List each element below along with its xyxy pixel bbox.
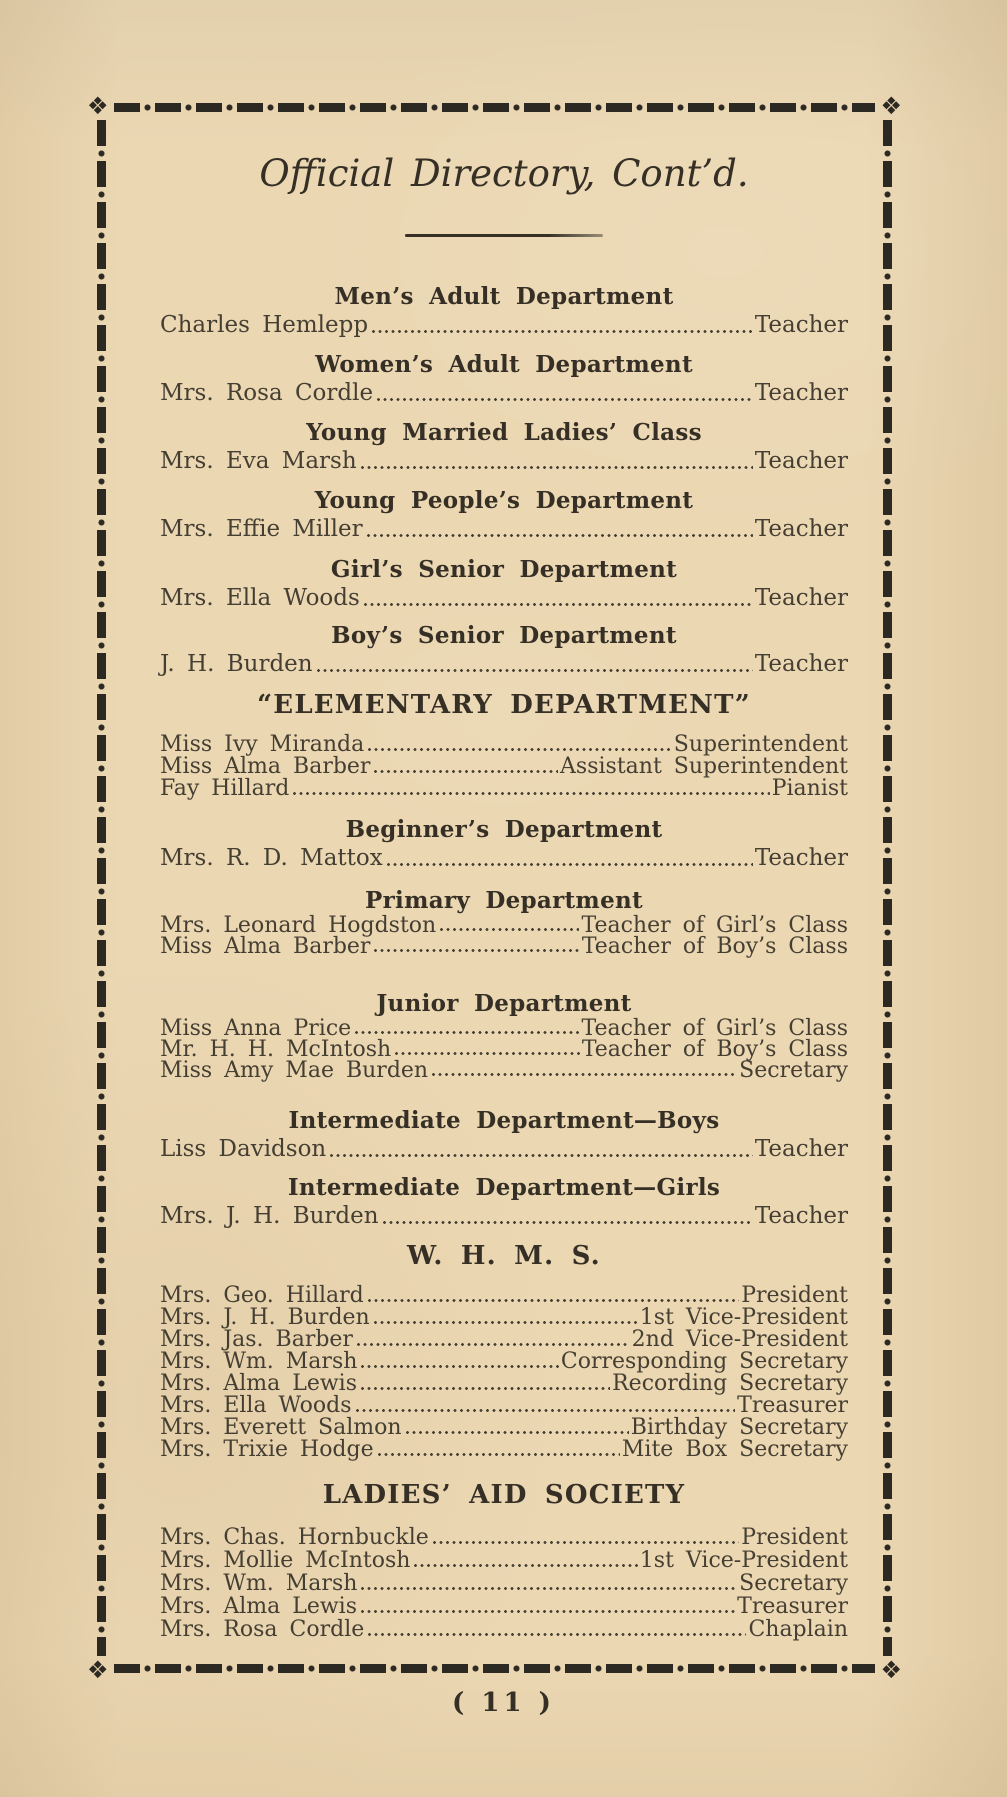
- directory-entry-row: [160, 1417, 848, 1439]
- dotted-leader: [361, 1587, 737, 1590]
- entry-name: Mrs. Rosa Cordle: [160, 380, 374, 406]
- entry-name: Mrs. Ella Woods: [160, 1393, 352, 1418]
- directory-entry-row: [160, 311, 848, 339]
- quatrefoil-corner-icon: ❖: [87, 1656, 109, 1684]
- entry-role: Secretary: [739, 1058, 848, 1083]
- dotted-leader: [355, 1031, 579, 1034]
- entry-name: Miss Anna Price: [160, 1016, 352, 1041]
- directory-entry-row: [160, 447, 848, 475]
- entry-name: Fay Hillard: [160, 776, 290, 801]
- dotted-leader: [372, 330, 753, 333]
- entry-role: Teacher of Boy’s Class: [581, 1037, 848, 1062]
- dotted-leader: [374, 949, 579, 952]
- entry-name: Mrs. J. H. Burden: [160, 1203, 379, 1229]
- directory-entry-row: [160, 1351, 848, 1373]
- entry-role: Teacher: [754, 380, 848, 406]
- department-section: [160, 816, 848, 872]
- entry-name: Mrs. Eva Marsh: [160, 448, 357, 474]
- directory-entry-row: [160, 1135, 848, 1163]
- department-section: [160, 1239, 848, 1461]
- entry-role: Birthday Secretary: [630, 1415, 848, 1440]
- border-edge-left: [96, 120, 107, 1656]
- department-sections: [160, 283, 848, 1641]
- department-heading: Junior Department: [376, 990, 632, 1017]
- department-rows: [160, 1202, 848, 1230]
- entry-name: Charles Hemlepp: [160, 312, 369, 338]
- directory-entry-row: [160, 1572, 848, 1595]
- directory-entry-row: [160, 778, 848, 800]
- dotted-leader: [433, 1541, 739, 1544]
- directory-entry-row: [160, 1618, 848, 1641]
- dotted-leader: [374, 770, 558, 773]
- department-rows: [160, 447, 848, 475]
- department-section: [160, 622, 848, 678]
- entry-role: Teacher of Girl’s Class: [581, 913, 848, 938]
- dotted-leader: [387, 863, 753, 866]
- department-rows: [160, 650, 848, 678]
- dotted-leader: [357, 1343, 630, 1346]
- dotted-leader: [368, 1299, 739, 1302]
- entry-name: Mrs. Geo. Hillard: [160, 1283, 364, 1308]
- title-divider-rule: [405, 234, 603, 237]
- border-edge-right: [882, 120, 893, 1656]
- entry-role: 1st Vice-President: [639, 1548, 848, 1573]
- department-rows: [160, 734, 848, 800]
- entry-role: Superintendent: [673, 732, 848, 757]
- entry-role: Assistant Superintendent: [560, 754, 848, 779]
- department-section: [160, 688, 848, 800]
- dotted-leader: [293, 792, 769, 795]
- entry-role: 2nd Vice-President: [631, 1327, 848, 1352]
- entry-role: Treasurer: [737, 1393, 848, 1418]
- directory-entry-row: [160, 1439, 848, 1461]
- directory-entry-row: [160, 1018, 848, 1039]
- department-rows: [160, 1018, 848, 1081]
- dotted-leader: [414, 1564, 637, 1567]
- dotted-leader: [395, 1052, 580, 1055]
- entry-name: J. H. Burden: [160, 651, 313, 677]
- entry-name: Mrs. Everett Salmon: [160, 1415, 402, 1440]
- dotted-leader: [361, 1610, 735, 1613]
- entry-role: Teacher: [754, 845, 848, 871]
- dotted-leader: [377, 398, 753, 401]
- entry-name: Mrs. Wm. Marsh: [160, 1571, 358, 1596]
- entry-role: Teacher: [754, 651, 848, 677]
- directory-entry-row: [160, 1060, 848, 1081]
- department-section: [160, 1174, 848, 1230]
- entry-name: Mrs. Ella Woods: [160, 585, 360, 611]
- entry-role: Mite Box Secretary: [621, 1437, 848, 1462]
- department-rows: [160, 379, 848, 407]
- department-heading: Primary Department: [365, 887, 643, 914]
- directory-entry-row: [160, 584, 848, 612]
- directory-entry-row: [160, 1526, 848, 1549]
- department-rows: [160, 584, 848, 612]
- directory-entry-row: [160, 936, 848, 957]
- dotted-leader: [432, 1073, 737, 1076]
- department-heading: Men’s Adult Department: [334, 283, 674, 310]
- directory-entry-row: [160, 515, 848, 543]
- department-section: [160, 1107, 848, 1163]
- department-heading: Beginner’s Department: [345, 816, 663, 843]
- dotted-leader: [368, 748, 672, 751]
- department-heading: W. H. M. S.: [407, 1241, 601, 1271]
- entry-role: Secretary: [739, 1571, 848, 1596]
- dotted-leader: [361, 1387, 610, 1390]
- department-section: [160, 419, 848, 475]
- department-heading: LADIES’ AID SOCIETY: [322, 1480, 686, 1510]
- page-title: Official Directory, Cont’d.: [259, 152, 749, 195]
- border-edge-top: [114, 102, 875, 113]
- entry-role: Treasurer: [737, 1594, 848, 1619]
- department-heading: Young Married Ladies’ Class: [306, 419, 702, 446]
- dotted-leader: [364, 603, 753, 606]
- department-section: [160, 990, 848, 1081]
- entry-name: Miss Amy Mae Burden: [160, 1058, 429, 1083]
- entry-name: Mr. H. H. McIntosh: [160, 1037, 392, 1062]
- entry-name: Mrs. J. H. Burden: [160, 1305, 370, 1330]
- dotted-leader: [317, 669, 753, 672]
- department-heading: “ELEMENTARY DEPARTMENT”: [257, 690, 751, 720]
- entry-role: 1st Vice-President: [639, 1305, 848, 1330]
- department-section: [160, 283, 848, 339]
- department-rows: [160, 915, 848, 957]
- quatrefoil-corner-icon: ❖: [880, 1656, 902, 1684]
- department-heading: Women’s Adult Department: [315, 351, 693, 378]
- department-section: [160, 556, 848, 612]
- entry-role: Teacher: [754, 585, 848, 611]
- directory-entry-row: [160, 650, 848, 678]
- entry-name: Mrs. Rosa Cordle: [160, 1617, 365, 1642]
- entry-role: Pianist: [771, 776, 848, 801]
- entry-name: Miss Alma Barber: [160, 934, 371, 959]
- entry-role: Teacher: [754, 312, 848, 338]
- directory-entry-row: [160, 1285, 848, 1307]
- directory-entry-row: [160, 1039, 848, 1060]
- department-rows: [160, 844, 848, 872]
- entry-role: Teacher: [754, 516, 848, 542]
- entry-name: Mrs. Mollie McIntosh: [160, 1548, 411, 1573]
- department-heading: Girl’s Senior Department: [330, 556, 678, 583]
- quatrefoil-corner-icon: ❖: [880, 92, 902, 120]
- entry-role: President: [741, 1283, 848, 1308]
- department-heading: Intermediate Department—Boys: [288, 1107, 720, 1134]
- entry-role: Teacher of Boy’s Class: [581, 934, 848, 959]
- dotted-leader: [368, 1633, 746, 1636]
- entry-name: Mrs. Wm. Marsh: [160, 1349, 358, 1374]
- entry-name: Mrs. Leonard Hogdston: [160, 913, 437, 938]
- entry-name: Mrs. Alma Lewis: [160, 1594, 357, 1619]
- directory-entry-row: [160, 1307, 848, 1329]
- dotted-leader: [440, 928, 579, 931]
- directory-entry-row: [160, 1595, 848, 1618]
- entry-role: Recording Secretary: [612, 1371, 848, 1396]
- department-rows: [160, 1285, 848, 1461]
- dotted-leader: [356, 1409, 736, 1412]
- directory-entry-row: [160, 1329, 848, 1351]
- dotted-leader: [406, 1431, 629, 1434]
- entry-name: Liss Davidson: [160, 1136, 327, 1162]
- dotted-leader: [330, 1154, 753, 1157]
- entry-name: Mrs. Effie Miller: [160, 516, 363, 542]
- directory-page-content: [160, 150, 848, 1641]
- entry-name: Mrs. Jas. Barber: [160, 1327, 353, 1352]
- border-edge-bottom: [114, 1663, 875, 1674]
- directory-entry-row: [160, 915, 848, 936]
- entry-role: President: [741, 1525, 848, 1550]
- dotted-leader: [367, 534, 753, 537]
- entry-name: Mrs. Trixie Hodge: [160, 1437, 374, 1462]
- directory-entry-row: [160, 1395, 848, 1417]
- entry-role: Chaplain: [748, 1617, 848, 1642]
- department-heading: Young People’s Department: [314, 487, 694, 514]
- department-section: [160, 351, 848, 407]
- department-rows: [160, 515, 848, 543]
- department-section: [160, 887, 848, 957]
- directory-entry-row: [160, 756, 848, 778]
- entry-role: Teacher of Girl’s Class: [581, 1016, 848, 1041]
- dotted-leader: [383, 1221, 753, 1224]
- entry-role: Teacher: [754, 1203, 848, 1229]
- page-number: ( 11 ): [452, 1688, 555, 1718]
- department-section: [160, 487, 848, 543]
- entry-name: Miss Ivy Miranda: [160, 732, 365, 757]
- directory-entry-row: [160, 1549, 848, 1572]
- dotted-leader: [361, 1365, 558, 1368]
- department-rows: [160, 1526, 848, 1641]
- directory-entry-row: [160, 379, 848, 407]
- department-rows: [160, 1135, 848, 1163]
- directory-entry-row: [160, 844, 848, 872]
- department-rows: [160, 311, 848, 339]
- entry-name: Miss Alma Barber: [160, 754, 371, 779]
- department-heading: Boy’s Senior Department: [331, 622, 677, 649]
- dotted-leader: [374, 1321, 638, 1324]
- quatrefoil-corner-icon: ❖: [87, 92, 109, 120]
- entry-name: Mrs. R. D. Mattox: [160, 845, 383, 871]
- entry-name: Mrs. Alma Lewis: [160, 1371, 357, 1396]
- directory-entry-row: [160, 1373, 848, 1395]
- department-section: [160, 1478, 848, 1641]
- directory-entry-row: [160, 734, 848, 756]
- directory-entry-row: [160, 1202, 848, 1230]
- department-heading: Intermediate Department—Girls: [287, 1174, 721, 1201]
- dotted-leader: [361, 466, 753, 469]
- entry-name: Mrs. Chas. Hornbuckle: [160, 1525, 429, 1550]
- entry-role: Corresponding Secretary: [560, 1349, 848, 1374]
- entry-role: Teacher: [754, 448, 848, 474]
- entry-role: Teacher: [754, 1136, 848, 1162]
- dotted-leader: [378, 1453, 620, 1456]
